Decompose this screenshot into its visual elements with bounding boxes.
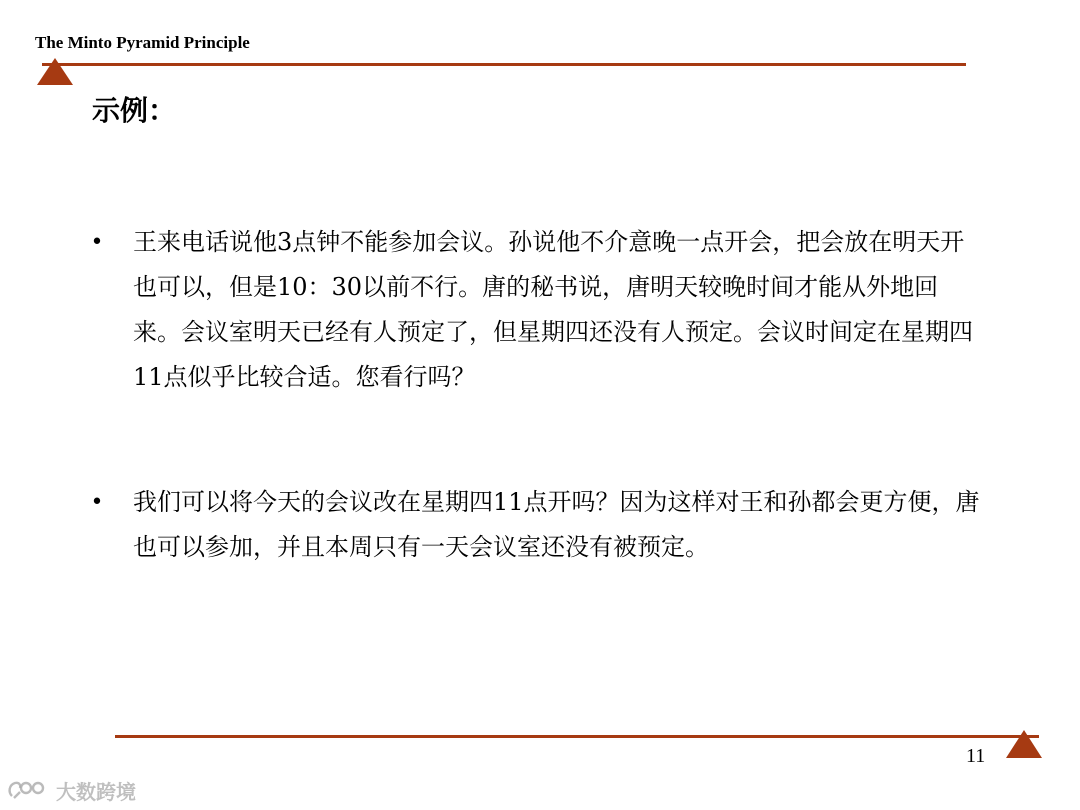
bullet-item xyxy=(90,480,983,570)
bullet-text: 我们可以将今天的会议改在星期四11点开吗？因为这样对王和孙都会更方便，唐也可以参加，并且本周只有一天会议室还没有被预定。 xyxy=(133,488,980,561)
watermark xyxy=(6,776,136,805)
bullet-dot-icon: • xyxy=(90,490,104,515)
brand-logo-icon xyxy=(6,778,50,804)
bullet-list xyxy=(90,220,990,570)
bullet-item xyxy=(90,220,983,400)
top-divider xyxy=(42,63,966,66)
header-title: The Minto Pyramid Principle xyxy=(35,33,250,52)
bottom-triangle-icon xyxy=(1006,730,1042,758)
section-heading: 示例： xyxy=(92,94,177,127)
bullet-dot-icon: • xyxy=(90,230,104,255)
bottom-divider xyxy=(115,735,1039,738)
page-number: 11 xyxy=(966,745,986,767)
bullet-text: 王来电话说他3点钟不能参加会议。孙说他不介意晚一点开会，把会放在明天开也可以，但是10：30以前不行。唐的秘书说，唐明天较晚时间才能从外地回来。会议室明天已经有人预定了，但星期四还没有人预定。会议时间定在星期四11点似乎比较合适。您看行吗？ xyxy=(133,228,973,391)
watermark-text: 大数跨境 xyxy=(56,780,136,804)
